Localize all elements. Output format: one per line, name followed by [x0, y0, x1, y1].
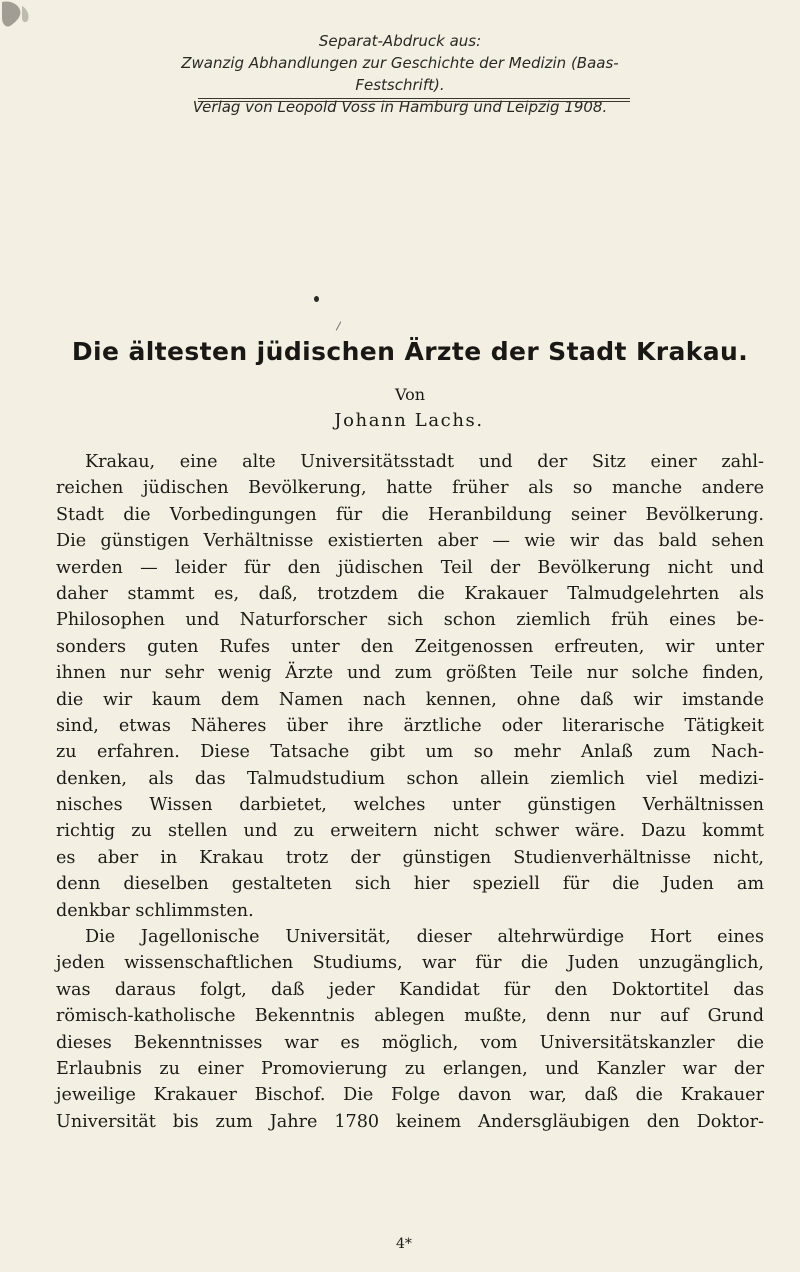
text-line: Die Jagellonische Universität, dieser altehrwürdige Hort eines [85, 927, 764, 948]
ink-tick [336, 321, 342, 330]
text-line: dieses Bekenntnisses war es möglich, vom Universitätskanzler die [56, 1032, 764, 1053]
article-title: Die ältesten jüdischen Ärzte der Stadt Krakau. [71, 337, 749, 366]
offprint-header [150, 30, 650, 118]
header-rule-top [198, 98, 630, 99]
byline-von: Von [394, 385, 426, 404]
header-line-2: Zwanzig Abhandlungen zur Geschichte der Medizin (Baas-Festschrift). [181, 54, 619, 94]
text-line: denken, als das Talmudstudium schon allein ziemlich viel medizi- [56, 768, 764, 789]
text-line: daher stammt es, daß, trotzdem die Krakauer Talmudgelehrten als [56, 583, 764, 604]
text-line: reichen jüdischen Bevölkerung, hatte früher als so manche andere [56, 478, 764, 499]
text-line: Universität bis zum Jahre 1780 keinem Andersgläubigen den Doktor- [56, 1111, 764, 1132]
paragraph-2 [56, 924, 764, 1135]
header-rule-bottom [198, 101, 630, 102]
text-line: jeweilige Krakauer Bischof. Die Folge davon war, daß die Krakauer [56, 1085, 764, 1106]
text-line: die wir kaum dem Namen nach kennen, ohne daß wir imstande [56, 689, 764, 710]
text-line: zu erfahren. Diese Tatsache gibt um so mehr Anlaß zum Nach- [56, 742, 764, 763]
text-line: Philosophen und Naturforscher sich schon ziemlich früh eines be- [56, 610, 764, 631]
text-line: ihnen nur sehr wenig Ärzte und zum größten Teile nur solche finden, [56, 663, 764, 684]
text-line: jeden wissenschaftlichen Studiums, war für die Juden unzugänglich, [56, 953, 764, 974]
text-line: werden — leider für den jüdischen Teil der Bevölkerung nicht und [56, 557, 764, 578]
text-line: Stadt die Vorbedingungen für die Heranbildung seiner Bevölkerung. [56, 504, 764, 525]
text-line: Erlaubnis zu einer Promovierung zu erlangen, und Kanzler war der [56, 1058, 764, 1079]
article-body [56, 449, 764, 1135]
text-line: es aber in Krakau trotz der günstigen Studienverhältnisse nicht, [56, 847, 764, 868]
text-line: römisch-katholische Bekenntnis ablegen mußte, denn nur auf Grund [56, 1006, 764, 1027]
text-line: richtig zu stellen und zu erweitern nicht schwer wäre. Dazu kommt [56, 821, 764, 842]
header-line-3: Verlag von Leopold Voss in Hamburg und Leipzig 1908. [192, 98, 608, 116]
text-line: nisches Wissen darbietet, welches unter günstigen Verhältnissen [56, 795, 764, 816]
text-line: denn dieselben gestalteten sich hier speziell für die Juden am [56, 874, 764, 895]
text-line: sonders guten Rufes unter den Zeitgenossen erfreuten, wir unter [56, 636, 764, 657]
text-line: denkbar schlimmsten. [56, 900, 254, 921]
text-line: was daraus folgt, daß jeder Kandidat für den Doktortitel das [56, 979, 764, 1000]
author-name: Johann Lachs. [334, 410, 484, 431]
text-line: Die günstigen Verhältnisse existierten aber — wie wir das bald sehen [56, 531, 764, 552]
signature-mark: 4* [396, 1236, 412, 1252]
ink-dot [314, 296, 319, 302]
corner-stain [0, 0, 34, 30]
paragraph-1 [56, 449, 764, 924]
header-line-1: Separat-Abdruck aus: [318, 32, 482, 50]
text-line: Krakau, eine alte Universitätsstadt und der Sitz einer zahl- [85, 452, 764, 472]
text-line: sind, etwas Näheres über ihre ärztliche oder literarische Tätigkeit [56, 715, 764, 736]
